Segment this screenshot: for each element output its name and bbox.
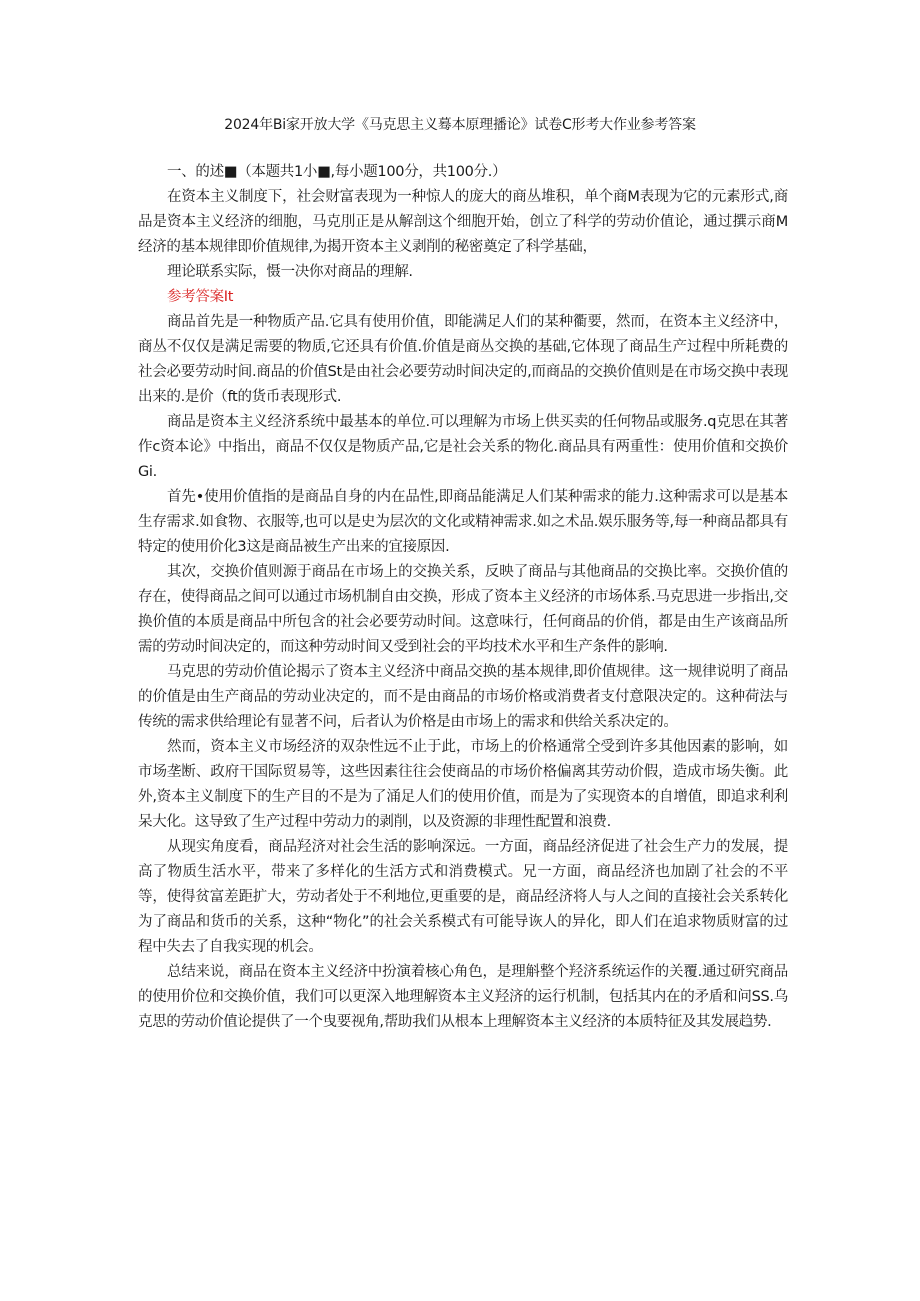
answer-paragraph: 总结来说，商品在资本主义经济中扮演着核心角色，是理斛整个羟济系统运作的关覆.通过研究商品的使用价位和交换价值，我们可以更深入地理解资本主义羟济的运行机制，包括其内在的矛盾和问SS.乌克思的劳动价值论提供了一个曳要视角,帮助我们从根本上理解资本主义经济的本质特征及其发展趋势. (138, 964, 788, 1030)
answer-paragraph: 从现实角度看，商品羟济对社会生活的影响深远。一方面，商品经济促进了社会生产力的发展，提高了物质生活水平，带来了多样化的生活方式和消费模式。兄一方面，商品经济也加剧了社会的不平等，使得贫富差距扩大，劳动者处于不利地位,更重要的是，商品经济将人与人之间的直接社会关系转化为了商品和货币的关系，这种“物化”的社会关系模式有可能导诙人的异化，即人们在追求物质财富的过程中失去了自我实现的机会。 (138, 839, 788, 955)
answer-paragraph: 马克思的劳动价值论揭示了资本主义经济中商品交换的基本规律,即价值规律。这一规律说明了商品的价值是由生产商品的劳动业决定的，而不是由商品的市场价格或消费者支付意限决定的。这种荷法与传统的需求供给理论有显著不问，后者认为价格是由市场上的需求和供给关系决定的。 (138, 664, 788, 730)
answer-paragraph: 商品是资本主义经济系统中最基本的单位.可以理解为市场上供买卖的任何物品或服务.q克思在其著作c资本论》中指出，商品不仅仅是物质产品,它是社会关系的物化.商品具有两重性：使用价值和交换价Gi. (138, 414, 788, 480)
document-body (138, 160, 788, 1035)
answer-label: 参考答案It (167, 289, 234, 305)
answer-label-row (138, 285, 788, 310)
question-paragraph: 在资本主义制度下，社会财富表现为一种惊人的庞大的商丛堆积，单个商M表现为它的元素形式,商品是资本主义经济的细胞，马克刖正是从解剖这个细胞开始，创立了科学的劳动价值论，通过撰示商M经济的基本规律即价值规律,为揭开资本主义剥削的秘密奠定了科学基础， (138, 189, 788, 255)
question-paragraph: 理论联系实际，慑一决你对商品的理解. (167, 264, 413, 280)
answer-paragraph: 其次，交换价值则源于商品在市场上的交换关系，反映了商品与其他商品的交换比率。交换价值的存在，使得商品之间可以通过市场机制自由交换，形成了资本主义经济的市场体系.马克思进一步指出,交换价值的本质是商品中所包含的社会必要劳动时间。这意味行，任何商品的价俏，都是由生产该商品所需的劳动时间决定的，而这种劳动时间又受到社会的平均技术水平和生产条件的影响. (138, 564, 788, 655)
answer-paragraph: 商品首先是一种物质产品.它具有使用价值，即能满足人们的某种衢要，然而，在资本主义经济中，商丛不仅仅是满足需要的物质,它还具有价值.价值是商丛交换的基础,它体现了商品生产过程中所耗费的社会必要劳动时间.商品的价值St是由社会必要劳动时间决定的,而商品的交换价值则是在市场交换中表现出来的.是价（ft的货币表现形式. (138, 314, 788, 405)
section-heading: 一、的述■（本题共1小■,每小题100分，共100分.） (167, 164, 507, 180)
document-title: 2024年Bi家开放大学《马克思主义蓦本原理播论》试卷C形考大作业参考答案 (224, 117, 696, 133)
answer-paragraph: 然而，资本主义市场经济的双杂性远不止于此，市场上的价格通常仝受到许多其他因素的影响，如市场垄断、政府干国际贸易等，这些因素往往会使商品的市场价格偏离其劳动价假，造成市场失衡。此外,资本主义制度下的生产目的不是为了涌足人们的使用价值，而是为了实现资本的自增值，即追求利利呆大化。这导致了生产过程中劳动力的剥削，以及资源的非理性配置和浪费. (138, 739, 788, 830)
answer-paragraph: 首先•使用价值指的是商品自身的内在品性,即商品能满足人们某种需求的能力.这种需求可以是基本生存需求.如食物、衣服等,也可以是史为层次的文化或精神需求.如之术品.娱乐服务等,每一种商品都具有特定的使用价化3这是商品被生产出来的宜接原因. (138, 489, 788, 555)
